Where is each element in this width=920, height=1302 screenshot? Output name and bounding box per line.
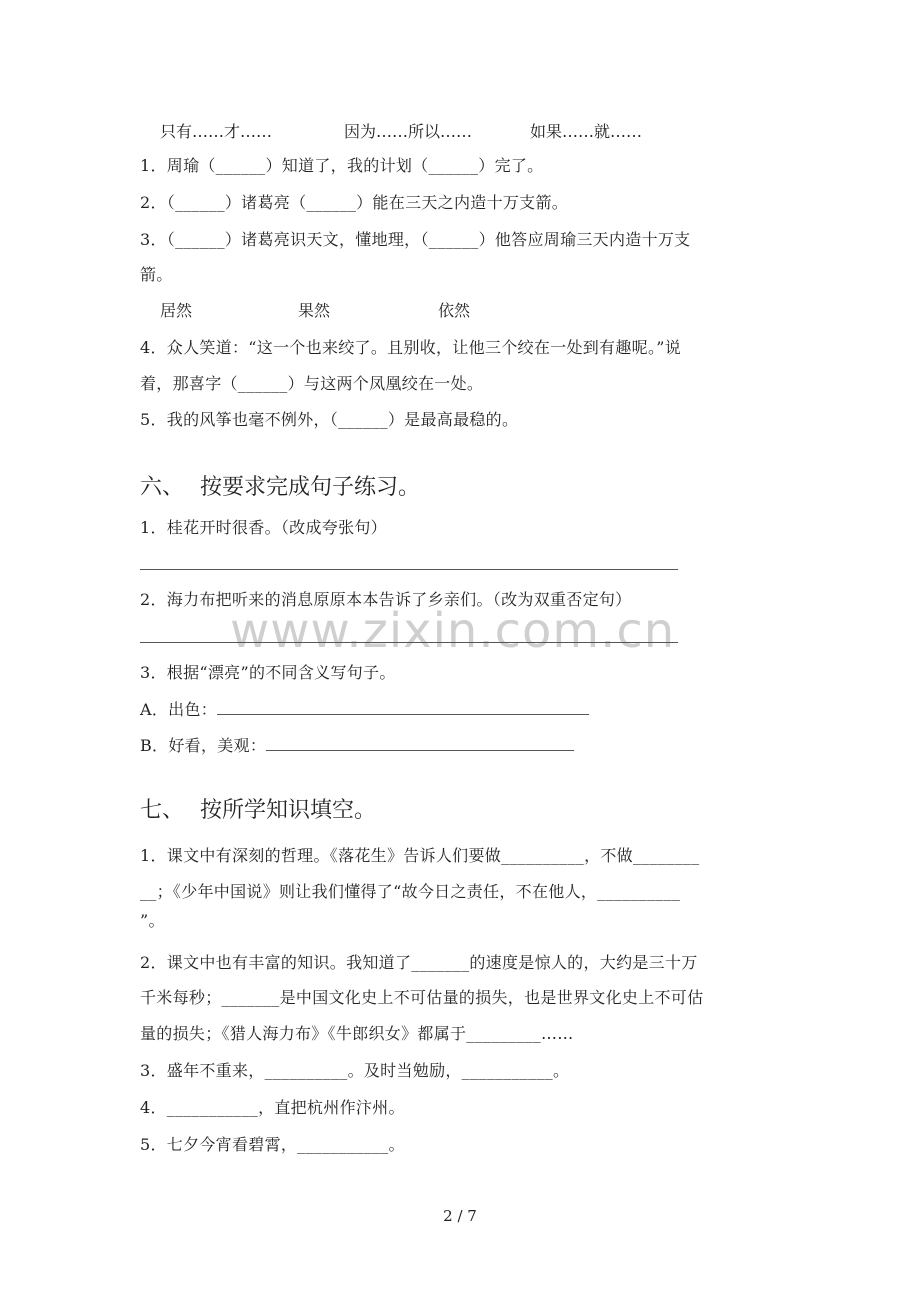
s6-answer-line-2[interactable] — [140, 642, 678, 643]
s7-line-9: 5．七夕今宵看碧霄，___________。 — [140, 1135, 405, 1154]
s6-option-b-label: B．好看，美观： — [140, 736, 267, 755]
conj-option-1: 只有……才…… — [160, 122, 273, 141]
word-item-4-cont: 着，那喜字（______）与这两个凤凰绞在一处。 — [140, 374, 484, 393]
s6-option-a — [140, 700, 589, 720]
s7-line-2: __；《少年中国说》则让我们懂得了“故今日之责任，不在他人，__________ — [140, 882, 681, 901]
s6-answer-line-1[interactable] — [140, 569, 678, 570]
s6-question-1: 1．桂花开时很香。（改成夸张句） — [140, 518, 387, 537]
conj-item-2: 2．（______）诸葛亮（______）能在三天之内造十万支箭。 — [140, 193, 569, 212]
section-6-title: 按要求完成句子练习。 — [200, 475, 421, 500]
conj-option-3: 如果……就…… — [530, 122, 643, 141]
page-number: 2 / 7 — [443, 1207, 477, 1225]
s6-option-a-label: A．出色： — [140, 700, 218, 719]
word-item-5: 5．我的风筝也毫不例外，（______）是最高最稳的。 — [140, 410, 519, 429]
word-item-4: 4．众人笑道：“这一个也来绞了。且别收，让他三个绞在一处到有趣呢。”说 — [140, 338, 682, 357]
section-6-heading — [140, 474, 420, 502]
s6-question-2: 2．海力布把听来的消息原原本本告诉了乡亲们。（改为双重否定句） — [140, 590, 632, 609]
s7-line-5: 千米每秒；_______是中国文化史上不可估量的损失，也是世界文化史上不可估 — [140, 988, 704, 1007]
watermark: www.zixin.com.cn — [230, 603, 676, 659]
s6-option-b — [140, 736, 574, 756]
word-option-2: 果然 — [298, 301, 331, 320]
s6-option-b-blank[interactable] — [266, 736, 574, 751]
section-6-number: 六、 — [140, 475, 185, 500]
section-7-heading — [140, 797, 376, 825]
section-7-title: 按所学知识填空。 — [200, 798, 377, 823]
s6-question-3: 3．根据“漂亮”的不同含义写句子。 — [140, 663, 396, 682]
word-option-1: 居然 — [160, 301, 193, 320]
s7-line-3: ”。 — [140, 911, 165, 930]
s7-line-8: 4．___________，直把杭州作汴州。 — [140, 1098, 405, 1117]
conj-item-3: 3．（______）诸葛亮识天文，懂地理，（______）他答应周瑜三天内造十万支 — [140, 230, 691, 249]
conj-option-2: 因为……所以…… — [344, 122, 473, 141]
conj-item-1: 1．周瑜（______）知道了，我的计划（______）完了。 — [140, 156, 544, 175]
s7-line-7: 3．盛年不重来，__________。及时当勉励，___________。 — [140, 1061, 570, 1080]
word-option-3: 依然 — [438, 301, 471, 320]
s7-line-4: 2．课文中也有丰富的知识。我知道了_______的速度是惊人的，大约是三十万 — [140, 953, 698, 972]
s7-line-1: 1．课文中有深刻的哲理。《落花生》告诉人们要做__________，不做________ — [140, 846, 700, 865]
s7-line-6: 量的损失；《猎人海力布》《牛郎织女》都属于_________…… — [140, 1024, 574, 1043]
s6-option-a-blank[interactable] — [217, 700, 589, 715]
conj-item-3-cont: 箭。 — [140, 265, 173, 284]
section-7-number: 七、 — [140, 798, 185, 823]
